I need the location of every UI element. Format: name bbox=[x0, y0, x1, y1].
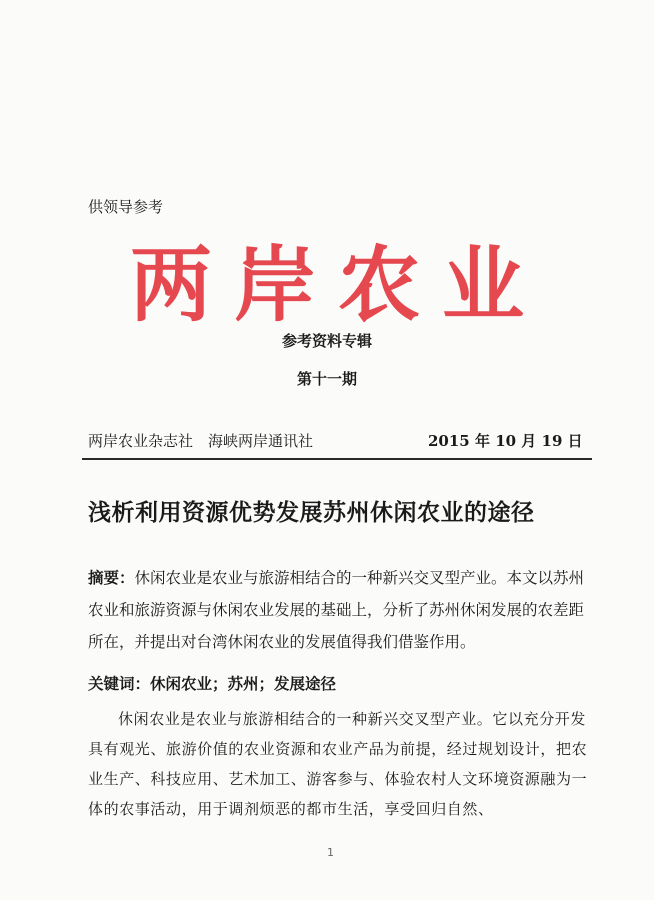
masthead-subtitle: 参考资料专辑 bbox=[281, 332, 372, 350]
publication-date: 2015 年 10 月 19 日 bbox=[428, 432, 583, 450]
issue-number: 第十一期 bbox=[296, 370, 357, 388]
header-divider bbox=[82, 458, 592, 460]
article-title: 浅析利用资源优势发展苏州休闲农业的途径 bbox=[88, 500, 535, 526]
abstract-label: 摘要： bbox=[88, 569, 135, 587]
article-body: 休闲农业是农业与旅游相结合的一种新兴交叉型产业。它以充分开发具有观光、旅游价值的农业资源和农业产品为前提，经过规划设计，把农业生产、科技应用、艺术加工、游客参与、体验农村人文环境资源融为一体的农事活动，用于调剂烦恶的都市生活，享受回归自然、 bbox=[88, 710, 588, 818]
publisher-line: 两岸农业杂志社 海峡两岸通讯社 bbox=[88, 432, 314, 450]
abstract-text: 休闲农业是农业与旅游相结合的一种新兴交叉型产业。本文以苏州农业和旅游资源与休闲农业发展的基础上，分析了苏州休闲发展的农差距所在，并提出对台湾休闲农业的发展值得我们借鉴作用。 bbox=[88, 569, 585, 651]
keywords: 关键词：休闲农业；苏州；发展途径 bbox=[88, 675, 337, 693]
abstract bbox=[88, 562, 588, 658]
masthead-title: 两岸农业 bbox=[129, 238, 546, 333]
page-number: 1 bbox=[327, 846, 334, 859]
distribution-note: 供领导参考 bbox=[88, 198, 164, 216]
